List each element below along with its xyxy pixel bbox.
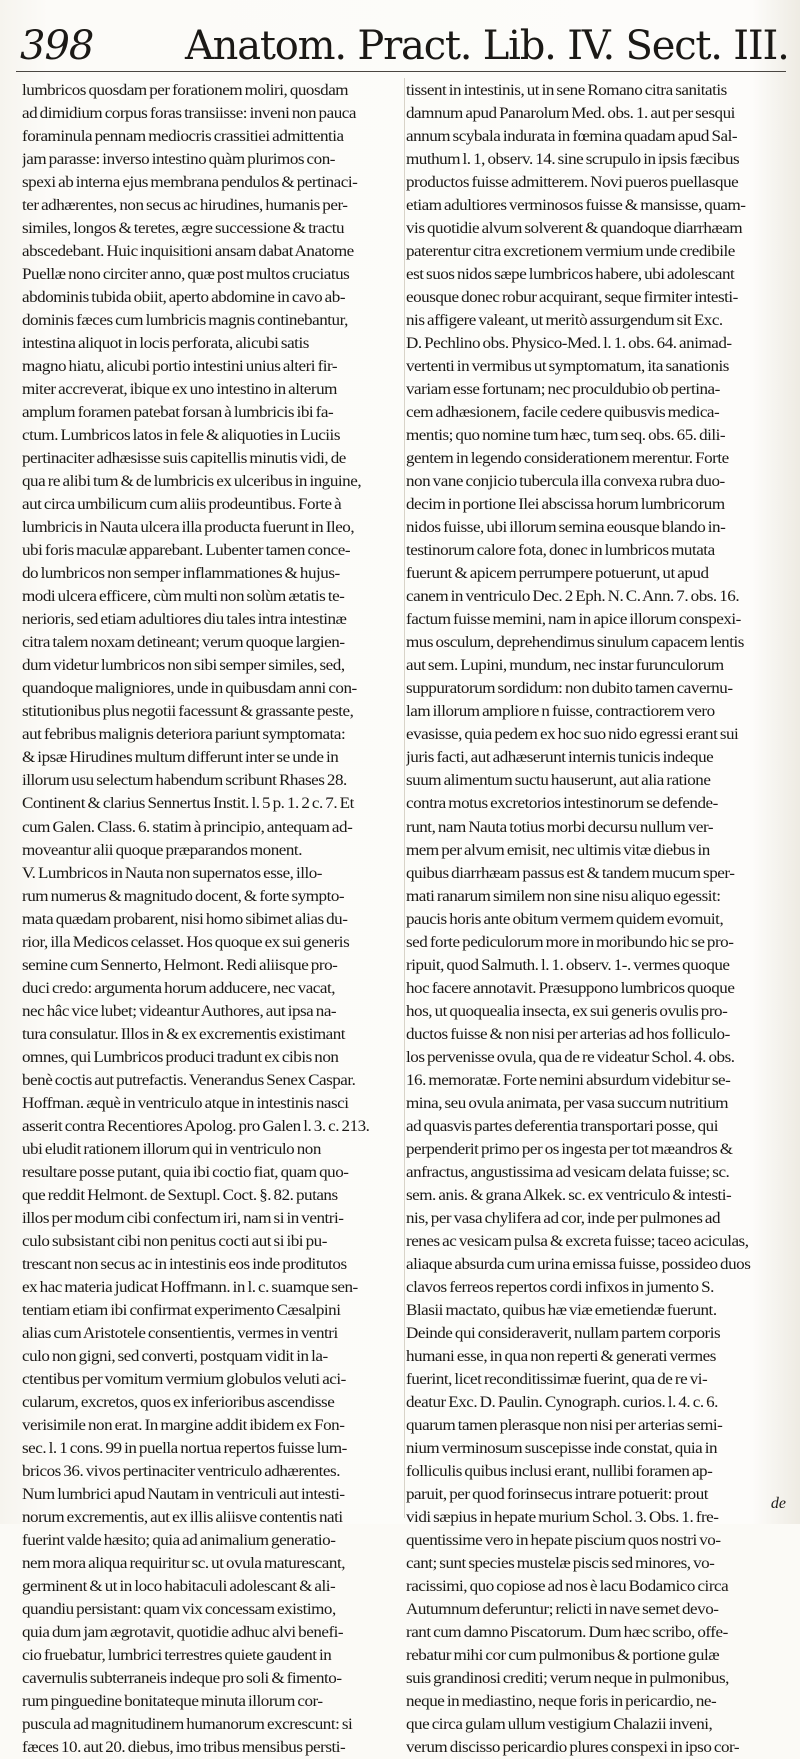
text-line: nec hâc vice lubet; videantur Authores, aut ipsa na- xyxy=(22,1002,337,1020)
text-line: V. Lumbricos in Nauta non supernatos esse, illo- xyxy=(22,864,323,882)
text-line: ripuit, quod Salmuth. l. 1. observ. 1-. vermes quoque xyxy=(406,956,730,974)
text-line: variam esse fortunam; nec proculdubio ob pertina- xyxy=(406,381,720,399)
text-line: fæces 10. aut 20. diebus, imo tribus mensibus persti- xyxy=(22,1739,346,1757)
text-line: tura consulatur. Illos in & ex excrementis existimant xyxy=(22,1025,346,1043)
text-line: runt, nam Nauta totius morbi decursu nullum ver- xyxy=(406,818,714,836)
text-line: resultare posse putant, quia ibi coctio fiat, quam quo- xyxy=(22,1163,349,1181)
text-line: quentissime vero in hepate piscium quos nostri vo- xyxy=(406,1531,721,1549)
text-line: aut sem. Lupini, mundum, nec instar furunculorum xyxy=(406,657,724,675)
text-line: mati ranarum similem non sine nisu aliquo egessit: xyxy=(406,887,721,905)
text-line: lam illorum ampliore n fuisse, contractiorem vero xyxy=(406,703,715,721)
text-line: cavernulis subterraneis indeque pro soli & fimento- xyxy=(22,1670,342,1688)
text-line: anfractus, angustissima ad vesicam delata fuisse; sc. xyxy=(406,1163,730,1181)
text-line: illos per modum cibi confectum iri, nam si in ventri- xyxy=(22,1209,344,1227)
text-line: aliaque absurda cum urina emissa fuisse, possideo duos xyxy=(406,1255,751,1273)
text-line: hoc facere annotavit. Præsuppono lumbricos quoque xyxy=(406,979,735,997)
text-line: moveantur alii quoque præparandos monent. xyxy=(22,841,302,859)
text-line: nem mora aliqua requiritur sc. ut ovula maturescant, xyxy=(22,1555,346,1572)
text-line: ad dimidium corpus foras transiisse: inveni non pauca xyxy=(22,105,356,123)
page-number: 398 xyxy=(20,23,94,69)
text-line: suis grandinosi crediti; verum neque in pulmonibus, xyxy=(406,1670,729,1688)
text-line: juris facti, aut adhæserunt internis tunicis indeque xyxy=(406,749,714,767)
text-line: puscula ad magnitudinem humanorum excrescunt: si xyxy=(22,1716,353,1734)
text-line: citra talem noxam detineant; verum quoque largien- xyxy=(22,634,345,652)
text-line: racissimi, quo copiose ad nos è lacu Bodamico circa xyxy=(406,1578,729,1596)
text-line: cio fruebatur, lumbrici terrestres quiete gaudent in xyxy=(22,1647,332,1665)
text-line: abdominis tubida obiit, aperto abdomine in cavo ab- xyxy=(22,289,346,307)
text-line: Autumnum deferuntur; relicti in nave semet devo- xyxy=(406,1601,719,1619)
text-line: foraminula pennam mediocris crassitiei admittentia xyxy=(22,128,344,146)
text-line: folliculis quibus inclusi erant, nullibi foramen ap- xyxy=(406,1462,713,1480)
text-line: contra motus excretorios intestinorum se defende- xyxy=(406,795,718,813)
text-line: aut febribus malignis deteriora pariunt symptomata: xyxy=(22,726,346,744)
page-header xyxy=(0,0,800,75)
text-line: evasisse, quia pedem ex hoc suo nido egressi erant sui xyxy=(406,726,739,744)
text-line: jam parasse: inverso intestino quàm plurimos con- xyxy=(22,151,335,169)
text-line: asserit contra Recentiores Apolog. pro Galen l. 3. c. 213. xyxy=(22,1117,370,1135)
text-line: vis quotidie alvum solverent & quandoque diarrhæam xyxy=(406,220,743,238)
text-line: suppuratorum sordidum: non dubito tamen cavernu- xyxy=(406,680,733,698)
text-line: stitutionibus plus negotii facessunt & grassante peste, xyxy=(22,703,354,721)
text-line: ctum. Lumbricos latos in fele & aliquoties in Luciis xyxy=(22,427,340,445)
text-line: etiam adultiores verminosos fuisse & mansisse, quam- xyxy=(406,197,746,215)
text-line: tissent in intestinis, ut in sene Romano citra sanitatis xyxy=(406,82,727,99)
left-text-column xyxy=(22,79,408,1759)
text-line: mem per alvum emisit, nec ultimis vitæ diebus in xyxy=(406,841,710,859)
catchword: de xyxy=(770,1495,786,1512)
text-line: sem. anis. & grana Alkek. sc. ex ventriculo & intesti- xyxy=(406,1186,732,1204)
text-line: aut circa umbilicum cum aliis prodeuntibus. Forte à xyxy=(22,496,342,514)
text-line: nis affigere valeant, ut meritò assurgendum sit Exc. xyxy=(406,312,723,330)
text-line: humani esse, in qua non reperti & generati vermes xyxy=(406,1347,716,1365)
text-line: germinent & ut in loco habitaculi adolescant & ali- xyxy=(22,1578,336,1596)
text-line: paterentur citra excretionem vermium unde credibile xyxy=(406,243,735,261)
text-line: ubi foris maculæ apparebant. Lubenter tamen conce- xyxy=(22,542,351,560)
text-line: ubi eludit rationem illorum qui in ventriculo non xyxy=(22,1140,321,1158)
text-line: mentis; quo nomine tum hæc, tum seq. obs. 65. dili- xyxy=(406,427,726,445)
text-line: renes ac vesicam pulsa & excreta fuisse; taceo aciculas, xyxy=(406,1232,749,1250)
text-line: non vane conjicio tubercula illa convexa rubra duo- xyxy=(406,473,725,491)
text-line: ductos fuisse & non nisi per arterias ad hos folliculo- xyxy=(406,1025,730,1043)
text-line: mina, seu ovula animata, per vasa succum nutritium xyxy=(406,1094,729,1112)
text-line: testinorum calore fota, donec in lumbricos mutata xyxy=(406,542,715,560)
text-line: omnes, qui Lumbricos produci tradunt ex cibis non xyxy=(22,1048,339,1066)
text-line: abscedebant. Huic inquisitioni ansam dabat Anatome xyxy=(22,243,354,261)
text-line: Puellæ nono circiter anno, quæ post multos cruciatus xyxy=(22,266,350,284)
text-line: & ipsæ Hirudines multum differunt inter se unde in xyxy=(22,749,339,767)
text-line: norum excrementis, aut ex illis aliisve contentis nati xyxy=(22,1508,343,1526)
text-line: lumbricis in Nauta ulcera illa producta fuerunt in Ileo, xyxy=(22,519,355,537)
text-line: verum discisso pericardio plures conspexi in ipso cor- xyxy=(406,1739,740,1757)
text-line: lumbricos quosdam per forationem moliri, quosdam xyxy=(22,82,349,99)
text-line: tentiam etiam ibi confirmat experimento Cæsalpini xyxy=(22,1301,341,1319)
text-line: factum fuisse memini, nam in apice illorum conspexi- xyxy=(406,611,741,629)
text-line: gentem in legendo considerationem merentur. Forte xyxy=(406,450,729,468)
text-line: nidos fuisse, ubi illorum semina eousque blando in- xyxy=(406,519,726,537)
text-line: sec. l. 1 cons. 99 in puella nortua repertos fuisse lum- xyxy=(22,1439,347,1457)
text-line: dominis fæces cum lumbricis magnis continebantur, xyxy=(22,312,348,330)
text-line: annum scybala indurata in fœmina quadam apud Sal- xyxy=(406,128,738,146)
text-line: intestina aliquot in locis perforata, alicubi satis xyxy=(22,335,309,353)
text-line: decim in portione Ilei abscissa horum lumbricorum xyxy=(406,496,725,514)
text-line: amplum foramen patebat forsan à lumbricis ibi fa- xyxy=(22,404,334,422)
text-line: Continent & clarius Sennertus Instit. l. 5 p. 1. 2 c. 7. Et xyxy=(22,795,354,813)
text-line: quandiu persistant: quam vix concessam existimo, xyxy=(22,1601,336,1619)
text-line: culo non gigni, sed converti, postquam vidit in la- xyxy=(22,1347,328,1365)
text-line: mus osculum, deprehendimus sinulum capacem lentis xyxy=(406,634,744,652)
text-line: 16. memoratæ. Forte nemini absurdum videbitur se- xyxy=(406,1071,731,1089)
text-line: bricos 36. vivos pertinaciter ventriculo adhærentes. xyxy=(22,1462,340,1480)
text-line: miter accreverat, ibique ex uno intestino in alterum xyxy=(22,381,337,399)
text-line: trescant non secus ac in intestinis eos inde proditutos xyxy=(22,1255,347,1273)
text-line: los pervenisse ovula, qua de re videatur Schol. 4. obs. xyxy=(406,1048,735,1066)
text-line: que circa gulam ullum vestigium Chalazii inveni, xyxy=(406,1716,713,1734)
text-line: cularum, excretos, quos ex inferioribus ascendisse xyxy=(22,1393,335,1411)
text-line: deatur Exc. D. Paulin. Cynograph. curios. l. 4. c. 6. xyxy=(406,1393,718,1411)
text-line: hos, ut quoquealia insecta, ex sui generis ovulis pro- xyxy=(406,1002,728,1020)
text-line: Deinde qui consideraverit, nullam partem corporis xyxy=(406,1324,721,1342)
text-line: sed forte pediculorum more in moribundo hic se pro- xyxy=(406,933,734,951)
text-line: quarum tamen plerasque non nisi per arterias semi- xyxy=(406,1416,723,1434)
text-line: fuerint valde hæsito; quia ad animalium generatio- xyxy=(22,1531,336,1549)
text-line: Blasii mactato, quibus hæ viæ emetiendæ fuerunt. xyxy=(406,1301,717,1319)
text-line: vertenti in vermibus ut symptomatum, ita sanationis xyxy=(406,358,729,376)
text-line: rant cum damno Piscatorum. Dum hæc scribo, offe- xyxy=(406,1624,728,1642)
text-line: fuerint, licet reconditissimæ fuerint, qua de re vi- xyxy=(406,1370,708,1388)
text-line: mata quædam probarent, nisi homo sibimet alias du- xyxy=(22,910,348,928)
text-line: dum videtur lumbricos non sibi semper similes, sed, xyxy=(22,657,345,675)
text-line: paruit, per quod forinsecus intrare potuerit: prout xyxy=(406,1485,709,1503)
text-line: rior, illa Medicos celasset. Hos quoque ex sui generis xyxy=(22,933,350,951)
text-line: D. Pechlino obs. Physico-Med. l. 1. obs. 64. animad- xyxy=(406,335,732,353)
text-line: semine cum Sennerto, Helmont. Redi aliisque pro- xyxy=(22,956,338,974)
text-line: ex hac materia judicat Hoffmann. in l. c. suamque sen- xyxy=(22,1278,358,1296)
text-line: qua re alibi tum & de lumbricis ex ulceribus in inguine, xyxy=(22,473,362,491)
text-line: que reddit Helmont. de Sextupl. Coct. §. 82. putans xyxy=(22,1186,338,1204)
text-line: duci credo: argumenta horum adducere, nec vacat, xyxy=(22,979,336,997)
header-rule xyxy=(16,71,786,72)
text-line: cant; sunt species mustelæ piscis sed minores, vo- xyxy=(406,1555,715,1572)
text-line: est suos nidos sæpe lumbricos habere, ubi adolescant xyxy=(406,266,735,284)
text-line: benè coctis aut putrefactis. Venerandus Senex Caspar. xyxy=(22,1071,356,1089)
text-line: eousque donec robur acquirant, seque firmiter intesti- xyxy=(406,289,738,307)
text-line: vidi sæpius in hepate murium Schol. 3. Obs. 1. fre- xyxy=(406,1508,719,1526)
right-text-column xyxy=(406,79,790,1759)
text-line: spexi ab interna ejus membrana pendulos & pertinaci- xyxy=(22,174,358,192)
text-line: ctentibus per vomitum vermium globulos veluti aci- xyxy=(22,1370,346,1388)
text-line: nium verminosum suscepisse inde constat, quia in xyxy=(406,1439,718,1457)
text-line: damnum apud Panarolum Med. obs. 1. aut per sesqui xyxy=(406,105,735,123)
text-line: Hoffman. æquè in ventriculo atque in intestinis nasci xyxy=(22,1094,349,1112)
text-line: culo subsistant cibi non penitus cocti aut si ibi pu- xyxy=(22,1232,327,1250)
text-line: suum alimentum suctu hauserunt, aut alia ratione xyxy=(406,772,711,790)
text-line: rum numerus & magnitudo docent, & forte sympto- xyxy=(22,887,345,905)
text-line: cum Galen. Class. 6. statim à principio, antequam ad- xyxy=(22,818,353,836)
text-line: similes, longos & teretes, ægre successione & tractu xyxy=(22,220,345,238)
text-line: modi ulcera efficere, cùm multi non solùm ætatis te- xyxy=(22,588,345,606)
text-line: neque in mediastino, neque foris in pericardio, ne- xyxy=(406,1693,717,1711)
text-line: paucis horis ante obitum vermem quidem evomuit, xyxy=(406,910,724,928)
text-line: verisimile non erat. In margine addit ibidem ex Fon- xyxy=(22,1416,345,1434)
text-line: nerioris, sed etiam adultiores diu tales intra intestinæ xyxy=(22,611,347,629)
text-line: nis, per vasa chylifera ad cor, inde per pulmones ad xyxy=(406,1209,721,1227)
text-line: clavos ferreos repertos cordi infixos in jumento S. xyxy=(406,1278,714,1296)
text-line: illorum usu selectum habendum scribunt Rhases 28. xyxy=(22,772,347,790)
text-line: rum pinguedine bonitateque minuta illorum cor- xyxy=(22,1693,323,1711)
running-title: Anatom. Pract. Lib. IV. Sect. III. xyxy=(185,23,789,69)
text-line: Num lumbrici apud Nautam in ventriculi aut intesti- xyxy=(22,1485,345,1503)
text-line: ad quasvis partes deferentia transportari posse, qui xyxy=(406,1117,718,1135)
text-line: quandoque maligniores, unde in quibusdam anni con- xyxy=(22,680,357,698)
text-line: do lumbricos non semper inflammationes & hujus- xyxy=(22,565,340,583)
text-line: quia dum jam ægrotavit, quotidie adhuc alvi benefi- xyxy=(22,1624,344,1642)
text-line: cem adhæsionem, facile cedere quibusvis medica- xyxy=(406,404,720,422)
text-line: fuerunt & apicem perrumpere potuerunt, ut apud xyxy=(406,565,709,583)
text-line: perpenderit primo per os ingesta per tot mæandros & xyxy=(406,1140,733,1158)
text-line: quibus diarrhæam passus est & tandem mucum sper- xyxy=(406,864,735,882)
text-line: pertinaciter adhæsisse suis capitellis minutis vidi, de xyxy=(22,450,346,468)
text-line: ter adhærentes, non secus ac hirudines, humanis per- xyxy=(22,197,348,215)
text-line: canem in ventriculo Dec. 2 Eph. N. C. Ann. 7. obs. 16. xyxy=(406,588,740,606)
text-line: magno hiatu, alicubi portio intestini unius alteri fir- xyxy=(22,358,338,376)
text-line: muthum l. 1, observ. 14. sine scrupulo in ipsis fæcibus xyxy=(406,151,740,169)
text-line: productos fuisse admitterem. Novi pueros puellasque xyxy=(406,174,739,192)
text-line: rebatur mihi cor cum pulmonibus & portione gulæ xyxy=(406,1647,720,1665)
text-line: alias cum Aristotele consentientis, vermes in ventri xyxy=(22,1324,338,1342)
